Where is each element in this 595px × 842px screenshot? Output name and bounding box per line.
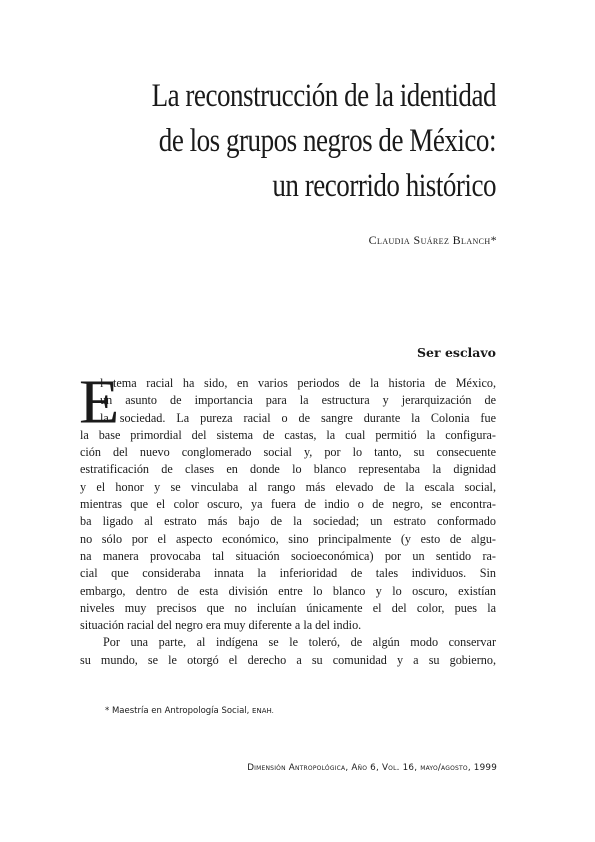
title-line-1: La reconstrucción de la identidad [151, 78, 496, 114]
body-line: la base primordial del sistema de castas, la cual permitió la configura- [80, 427, 496, 442]
title-line-2: de los grupos negros de México: [158, 123, 496, 159]
author-name: Claudia Suárez Blanch* [368, 233, 497, 247]
body-line: l tema racial ha sido, en varios periodos de la historia de México, [100, 376, 496, 390]
footnote [105, 706, 274, 716]
body-line: un asunto de importancia para la estructura y jerarquización de [100, 393, 496, 408]
body-line: y el honor y se vinculaba al rango más elevado de la escala social, [80, 479, 496, 494]
body-line: embargo, dentro de esta división entre lo blanco y lo oscuro, existían [80, 583, 496, 598]
body-line: Por una parte, al indígena se le toleró, de algún modo conservar [103, 635, 496, 650]
body-line: no sólo por el aspecto económico, sino principalmente (y esto de algu- [80, 531, 496, 546]
body-line: su mundo, se le otorgó el derecho a su comunidad y a su gobierno, [80, 652, 496, 667]
running-footer: Dimensión Antropológica, Año 6, Vol. 16, mayo/agosto, 1999 [247, 763, 497, 773]
article-title [138, 74, 496, 209]
body-line: ción del nuevo conglomerado social y, por lo tanto, su consecuente [80, 445, 496, 460]
body-line: niveles muy precisos que no incluían únicamente el del color, pues la [80, 600, 496, 615]
body-line: ba ligado al estrato más bajo de la sociedad; un estrato conformado [80, 514, 496, 529]
footnote-text: * Maestría en Antropología Social, [105, 706, 253, 716]
body-line: estratificación de clases en donde lo blanco representaba la dignidad [80, 462, 496, 477]
body-line: cial que consideraba innata la inferioridad de tales individuos. Sin [80, 566, 496, 581]
body-line: na manera provocaba tal situación socioeconómica) por un sentido ra- [80, 548, 496, 563]
article-body [79, 367, 496, 669]
title-line-3: un recorrido histórico [272, 168, 496, 204]
footnote-institution: ENAH. [252, 707, 274, 715]
drop-cap: E [79, 367, 120, 437]
body-line: situación racial del negro era muy diferente a la del indio. [80, 618, 362, 633]
section-heading: Ser esclavo [417, 345, 496, 360]
body-line: la sociedad. La pureza racial o de sangre durante la Colonia fue [100, 410, 496, 425]
body-line: mientras que el color oscuro, ya fuera de indio o de negro, se encontra- [80, 497, 496, 512]
